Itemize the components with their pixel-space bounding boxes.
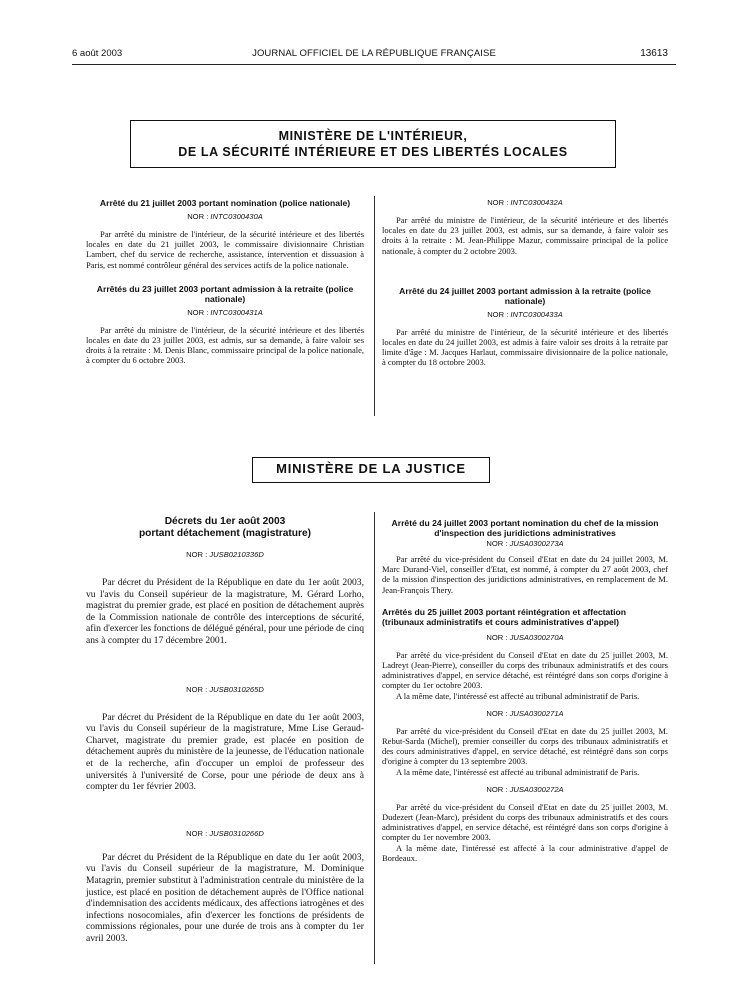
nor-code: JUSB0310266D: [209, 828, 264, 838]
nor-code: JUSA0300273A: [509, 539, 564, 548]
nor-code: INTC0300432A: [510, 198, 563, 207]
header-date: 6 août 2003: [72, 48, 123, 59]
decree-title: [86, 516, 364, 540]
decree-title: Arrêtés du 23 juillet 2003 portant admission à la retraite (police nationale): [96, 283, 354, 304]
decree-title: Arrêtés du 25 juillet 2003 portant réintégration et affectation (tribunaux administratifs et cours administratives d'appel): [382, 606, 627, 627]
nor-code: JUSB0210336D: [209, 550, 264, 559]
header-rule: [72, 64, 676, 65]
nor-reference: NOR : JUSA0300271A: [486, 708, 564, 718]
decree-text: Par arrêté du ministre de l'intérieur, de la sécurité intérieure et des libertés locales en date du 23 juillet 2003, est admis, sur sa demande, à faire valoir ses droits à la retraite : M. Jean-Philippe Mazur, commissaire principal de la police nationale, à compter du 2 octobre 2003.: [382, 215, 668, 256]
nor-reference: NOR : JUSB0310265D: [186, 684, 264, 694]
header-journal-title: JOURNAL OFFICIEL DE LA RÉPUBLIQUE FRANÇAISE: [252, 48, 496, 59]
nor-code: JUSB0310265D: [209, 684, 264, 694]
column-divider: [374, 512, 375, 964]
decree-text: Par arrêté du ministre de l'intérieur, de la sécurité intérieure et des libertés locales en date du 23 juillet 2003, est admis, sur sa demande, à faire valoir ses droits à la retraite : M. Denis Blanc, commissaire principal de la police nationale, à compter du 6 octobre 2003.: [86, 324, 364, 366]
decree-text: Par arrêté du vice-président du Conseil d'Etat en date du 24 juillet 2003, M. Marc Durand-Viel, conseiller d'Etat, est nommé, à compter du 27 août 2003, chef de la mission d'inspection des juridictions administratives, en remplacement de M. Jean-François Thery.: [382, 554, 668, 595]
decree-title: Arrêté du 24 juillet 2003 portant admission à la retraite (police nationale): [399, 285, 651, 306]
nor-code: JUSA0300272A: [509, 784, 564, 794]
decree-text-followup: A la même date, l'intéressé est affecté à la cour administrative d'appel de Bordeaux.: [382, 842, 668, 863]
nor-reference: NOR : JUSA0300270A: [486, 632, 564, 642]
nor-reference: NOR : JUSB0310266D: [186, 828, 264, 838]
decree-text: Par arrêté du vice-président du Conseil d'Etat en date du 25 juillet 2003, M. Dudezert (Jean-Marc), président du corps des tribunaux administratifs et des cours administratives d'appel, en service détaché, est réintégré dans son corps d'origine à compter du 1er novembre 2003.: [382, 801, 668, 843]
nor-reference: NOR : INTC0300430A: [187, 212, 263, 221]
ministry-interior-line1: MINISTÈRE DE L'INTÉRIEUR,: [278, 129, 468, 143]
ministry-interior-line2: DE LA SÉCURITÉ INTÉRIEURE ET DES LIBERTÉS LOCALES: [178, 145, 568, 159]
decree-title: Arrêté du 24 juillet 2003 portant nomination du chef de la mission d'inspection des juridictions administratives: [391, 518, 659, 538]
header-page-number: 13613: [640, 48, 668, 59]
nor-code: JUSA0300271A: [509, 708, 564, 718]
decree-title: Arrêté du 21 juillet 2003 portant nomination (police nationale): [99, 198, 351, 208]
nor-reference: NOR : INTC0300432A: [487, 198, 563, 207]
nor-code: INTC0300430A: [210, 212, 263, 221]
decree-text: Par décret du Président de la République en date du 1er août 2003, vu l'avis du Conseil supérieur de la magistrature, Mme Lise Geraud-Charvet, magistrate du premier grade, est placée en position de détachement auprès du ministère de la jeunesse, de l'éducation nationale et de la recherche, afin d'occuper un emploi de professeur des universités à l'université de Corse, pour une période de deux ans à compter du 1er février 2003.: [86, 711, 364, 793]
nor-code: INTC0300431A: [210, 307, 263, 317]
justice-right-column: [382, 518, 668, 863]
decree-title-line1: Décrets du 1er août 2003: [164, 516, 286, 527]
decree-text-followup: A la même date, l'intéressé est affecté au tribunal administratif de Paris.: [396, 766, 640, 777]
nor-reference: NOR : JUSA0300272A: [486, 784, 564, 794]
nor-code: INTC0300433A: [510, 309, 563, 319]
nor-code: JUSA0300270A: [509, 632, 564, 642]
decree-title-line2: portant détachement (magistrature): [138, 528, 312, 539]
column-divider: [374, 196, 375, 416]
decree-text: Par arrêté du ministre de l'intérieur, de la sécurité intérieure et des libertés locales en date du 24 juillet 2003, est admis à faire valoir ses droits à la retraite par limite d'âge : M. Jacques Harlaut, commissaire divisionnaire de la police nationale, à compter du 18 octobre 2003.: [382, 326, 668, 368]
interior-left-column: [86, 198, 364, 366]
ministry-interior-heading: [130, 120, 616, 168]
nor-reference: NOR : JUSA0300273A: [486, 539, 564, 548]
ministry-justice-heading: MINISTÈRE DE LA JUSTICE: [252, 457, 490, 483]
decree-text: Par arrêté du ministre de l'intérieur, de la sécurité intérieure et des libertés locales en date du 21 juillet 2003, le commissaire divisionnaire Christian Lambert, chef du service de recherche, assistance, intervention et dissuasion à Paris, est nommé contrôleur général des services actifs de la police nationale.: [86, 229, 364, 270]
nor-reference: NOR : JUSB0210336D: [186, 550, 264, 559]
decree-text: Par décret du Président de la République en date du 1er août 2003, vu l'avis du Conseil supérieur de la magistrature, M. Dominique Matagrin, premier substitut à l'administration centrale du ministère de la justice, est placé en position de détachement auprès de l'Office national d'indemnisation des accidents médicaux, des affections iatrogènes et des infections nosocomiales, afin d'exercer les fonctions de présidents de commissions régionales, pour une durée de trois ans à compter du 1er avril 2003.: [86, 851, 364, 944]
decree-text: Par arrêté du vice-président du Conseil d'Etat en date du 25 juillet 2003, M. Ladreyt (Jean-Pierre), conseiller du corps des tribunaux administratifs et des cours administratives d'appel, en service détaché, est réintégré dans son corps d'origine à compter du 1er octobre 2003.: [382, 649, 668, 691]
decree-text: Par arrêté du vice-président du Conseil d'Etat en date du 25 juillet 2003, M. Rebut-Sarda (Michel), premier conseiller du corps des tribunaux administratifs et des cours administratives d'appel, en service détaché, est réintégré dans son corps d'origine à compter du 13 septembre 2003.: [382, 725, 668, 767]
decree-text: Par décret du Président de la République en date du 1er août 2003, vu l'avis du Conseil supérieur de la magistrature, M. Gérard Lorho, magistrat du premier grade, est placé en position de détachement auprès de la Commission nationale de contrôle des interceptions de sécurité, afin d'exercer les fonctions de délégué général, pour une période de cinq ans à compter du 17 décembre 2001.: [86, 577, 364, 646]
nor-reference: NOR : INTC0300433A: [487, 309, 563, 319]
nor-reference: NOR : INTC0300431A: [187, 307, 263, 317]
decree-text-followup: A la même date, l'intéressé est affecté au tribunal administratif de Paris.: [396, 690, 640, 701]
justice-left-column: [86, 516, 364, 944]
interior-right-column: [382, 198, 668, 368]
